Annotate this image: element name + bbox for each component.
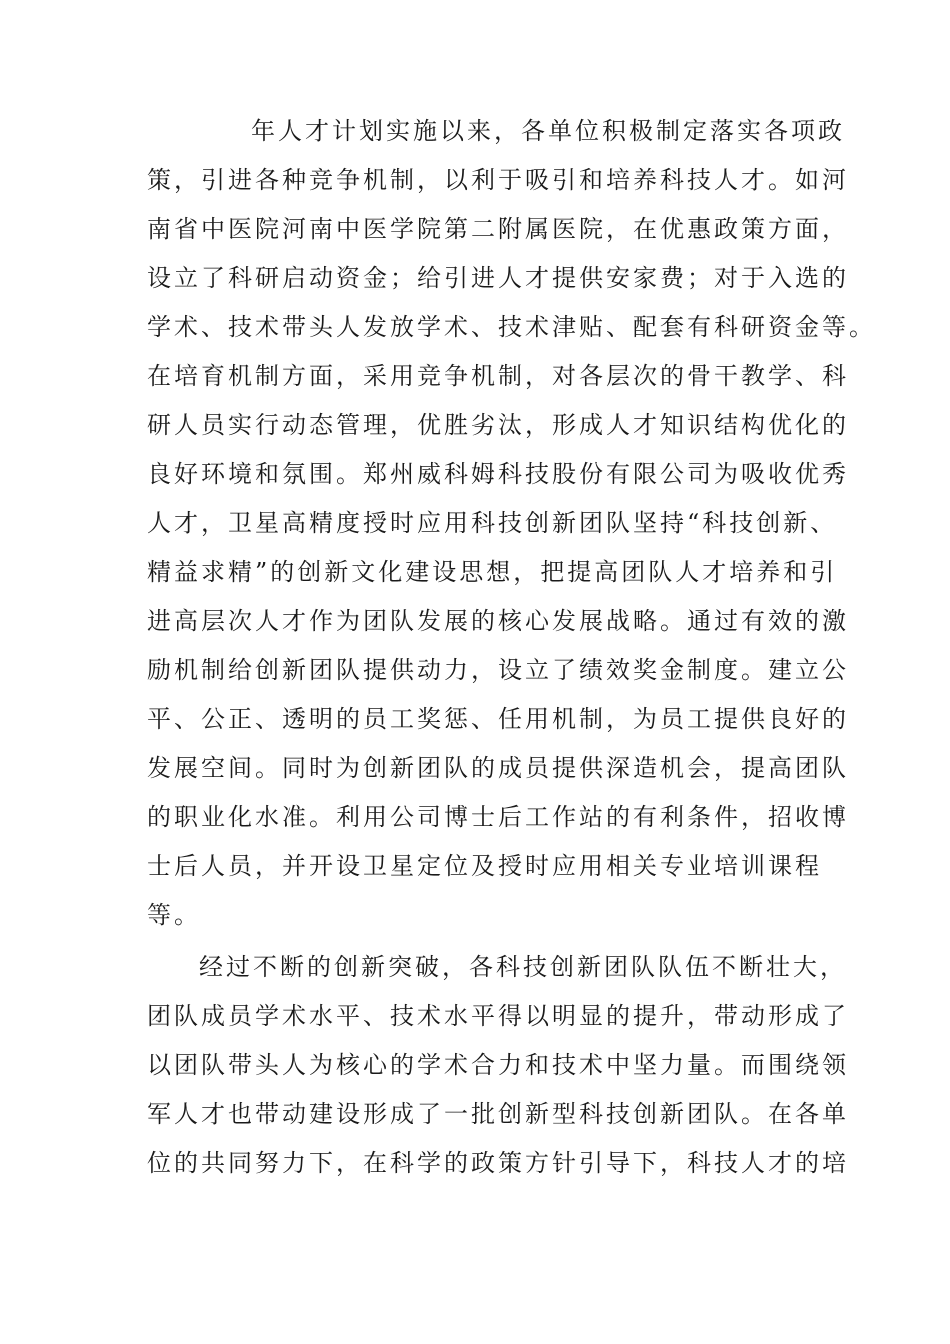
paragraph-1-line-14: 发展空间。同时为创新团队的成员提供深造机会，提高团队 xyxy=(147,754,849,782)
paragraph-1-line-12: 励机制给创新团队提供动力，设立了绩效奖金制度。建立公 xyxy=(147,656,849,684)
paragraph-1-line-6: 在培育机制方面，采用竞争机制，对各层次的骨干教学、科 xyxy=(147,362,849,390)
paragraph-1-line-1: 年人才计划实施以来，各单位积极制定落实各项政 xyxy=(251,117,845,145)
paragraph-1-line-3: 南省中医院河南中医学院第二附属医院，在优惠政策方面， xyxy=(147,215,849,243)
paragraph-1-line-11: 进高层次人才作为团队发展的核心发展战略。通过有效的激 xyxy=(147,607,849,635)
paragraph-1-line-9: 人才，卫星高精度授时应用科技创新团队坚持“科技创新、 xyxy=(147,509,838,537)
paragraph-1-line-15: 的职业化水准。利用公司博士后工作站的有利条件，招收博 xyxy=(147,803,849,831)
paragraph-1-line-7: 研人员实行动态管理，优胜劣汰，形成人才知识结构优化的 xyxy=(147,411,849,439)
paragraph-1-line-8: 良好环境和氛围。郑州威科姆科技股份有限公司为吸收优秀 xyxy=(147,460,849,488)
paragraph-2-line-1: 经过不断的创新突破，各科技创新团队队伍不断壮大， xyxy=(199,953,847,981)
paragraph-1-line-17: 等。 xyxy=(147,901,201,929)
paragraph-1-line-13: 平、公正、透明的员工奖惩、任用机制，为员工提供良好的 xyxy=(147,705,849,733)
paragraph-2-line-2: 团队成员学术水平、技术水平得以明显的提升，带动形成了 xyxy=(147,1002,849,1030)
paragraph-1-line-16: 士后人员，并开设卫星定位及授时应用相关专业培训课程 xyxy=(147,852,822,880)
paragraph-2-line-4: 军人才也带动建设形成了一批创新型科技创新团队。在各单 xyxy=(147,1100,849,1128)
paragraph-1-line-5: 学术、技术带头人发放学术、技术津贴、配套有科研资金等。 xyxy=(147,313,876,341)
paragraph-2-line-3: 以团队带头人为核心的学术合力和技术中坚力量。而围绕领 xyxy=(147,1051,849,1079)
paragraph-1-line-2: 策，引进各种竞争机制，以利于吸引和培养科技人才。如河 xyxy=(147,166,849,194)
paragraph-2-line-5: 位的共同努力下，在科学的政策方针引导下，科技人才的培 xyxy=(147,1149,849,1177)
paragraph-1-line-4: 设立了科研启动资金；给引进人才提供安家费；对于入选的 xyxy=(147,264,849,292)
paragraph-1-line-10: 精益求精”的创新文化建设思想，把提高团队人才培养和引 xyxy=(147,558,838,586)
